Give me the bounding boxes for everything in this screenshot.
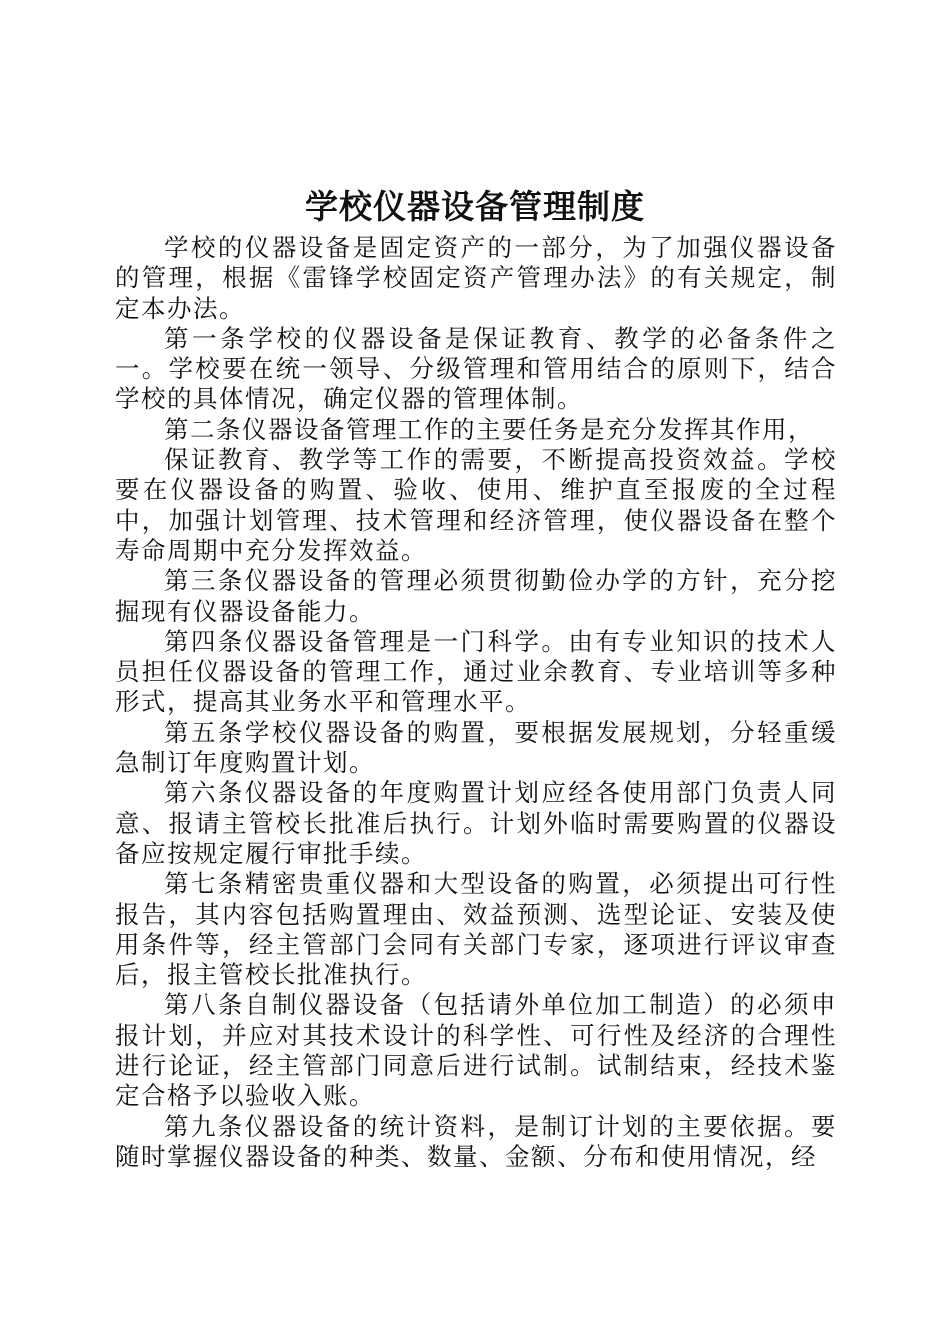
paragraph-article-8: 第八条自制仪器设备（包括请外单位加工制造）的必须申报计划，并应对其技术设计的科学性、可行性及经济的合理性进行论证，经主管部门同意后进行试制。试制结束，经技术鉴定合格予以验收入账。 bbox=[115, 990, 837, 1111]
paragraph-article-7: 第七条精密贵重仪器和大型设备的购置，必须提出可行性报告，其内容包括购置理由、效益预测、选型论证、安装及使用条件等，经主管部门会同有关部门专家，逐项进行评议审查后，报主管校长批准执行。 bbox=[115, 869, 837, 990]
paragraph-article-2: 第二条仪器设备管理工作的主要任务是充分发挥其作用， bbox=[164, 414, 814, 444]
paragraph-article-9: 第九条仪器设备的统计资料，是制订计划的主要依据。要随时掌握仪器设备的种类、数量、金额、分布和使用情况，经 bbox=[115, 1111, 837, 1171]
paragraph-article-5: 第五条学校仪器设备的购置，要根据发展规划，分轻重缓急制订年度购置计划。 bbox=[115, 717, 837, 778]
document-title: 学校仪器设备管理制度 bbox=[305, 187, 645, 226]
paragraph-article-2-continued: 保证教育、教学等工作的需要，不断提高投资效益。学校要在仪器设备的购置、验收、使用、维护直至报废的全过程中，加强计划管理、技术管理和经济管理，使仪器设备在整个寿命周期中充分发挥效益。 bbox=[115, 445, 837, 565]
paragraph-article-6: 第六条仪器设备的年度购置计划应经各使用部门负责人同意、报请主管校长批准后执行。计划外临时需要购置的仪器设备应按规定履行审批手续。 bbox=[115, 778, 837, 868]
paragraph-article-1: 第一条学校的仪器设备是保证教育、教学的必备条件之一。学校要在统一领导、分级管理和管用结合的原则下，结合学校的具体情况，确定仪器的管理体制。 bbox=[115, 323, 837, 414]
paragraph-article-4: 第四条仪器设备管理是一门科学。由有专业知识的技术人员担任仪器设备的管理工作，通过业余教育、专业培训等多种形式，提高其业务水平和管理水平。 bbox=[115, 626, 837, 717]
paragraph-article-3: 第三条仪器设备的管理必须贯彻勤俭办学的方针，充分挖掘现有仪器设备能力。 bbox=[115, 566, 837, 626]
document-body bbox=[115, 233, 837, 1172]
paragraph-intro: 学校的仪器设备是固定资产的一部分，为了加强仪器设备的管理，根据《雷锋学校固定资产管理办法》的有关规定，制定本办法。 bbox=[115, 233, 837, 323]
